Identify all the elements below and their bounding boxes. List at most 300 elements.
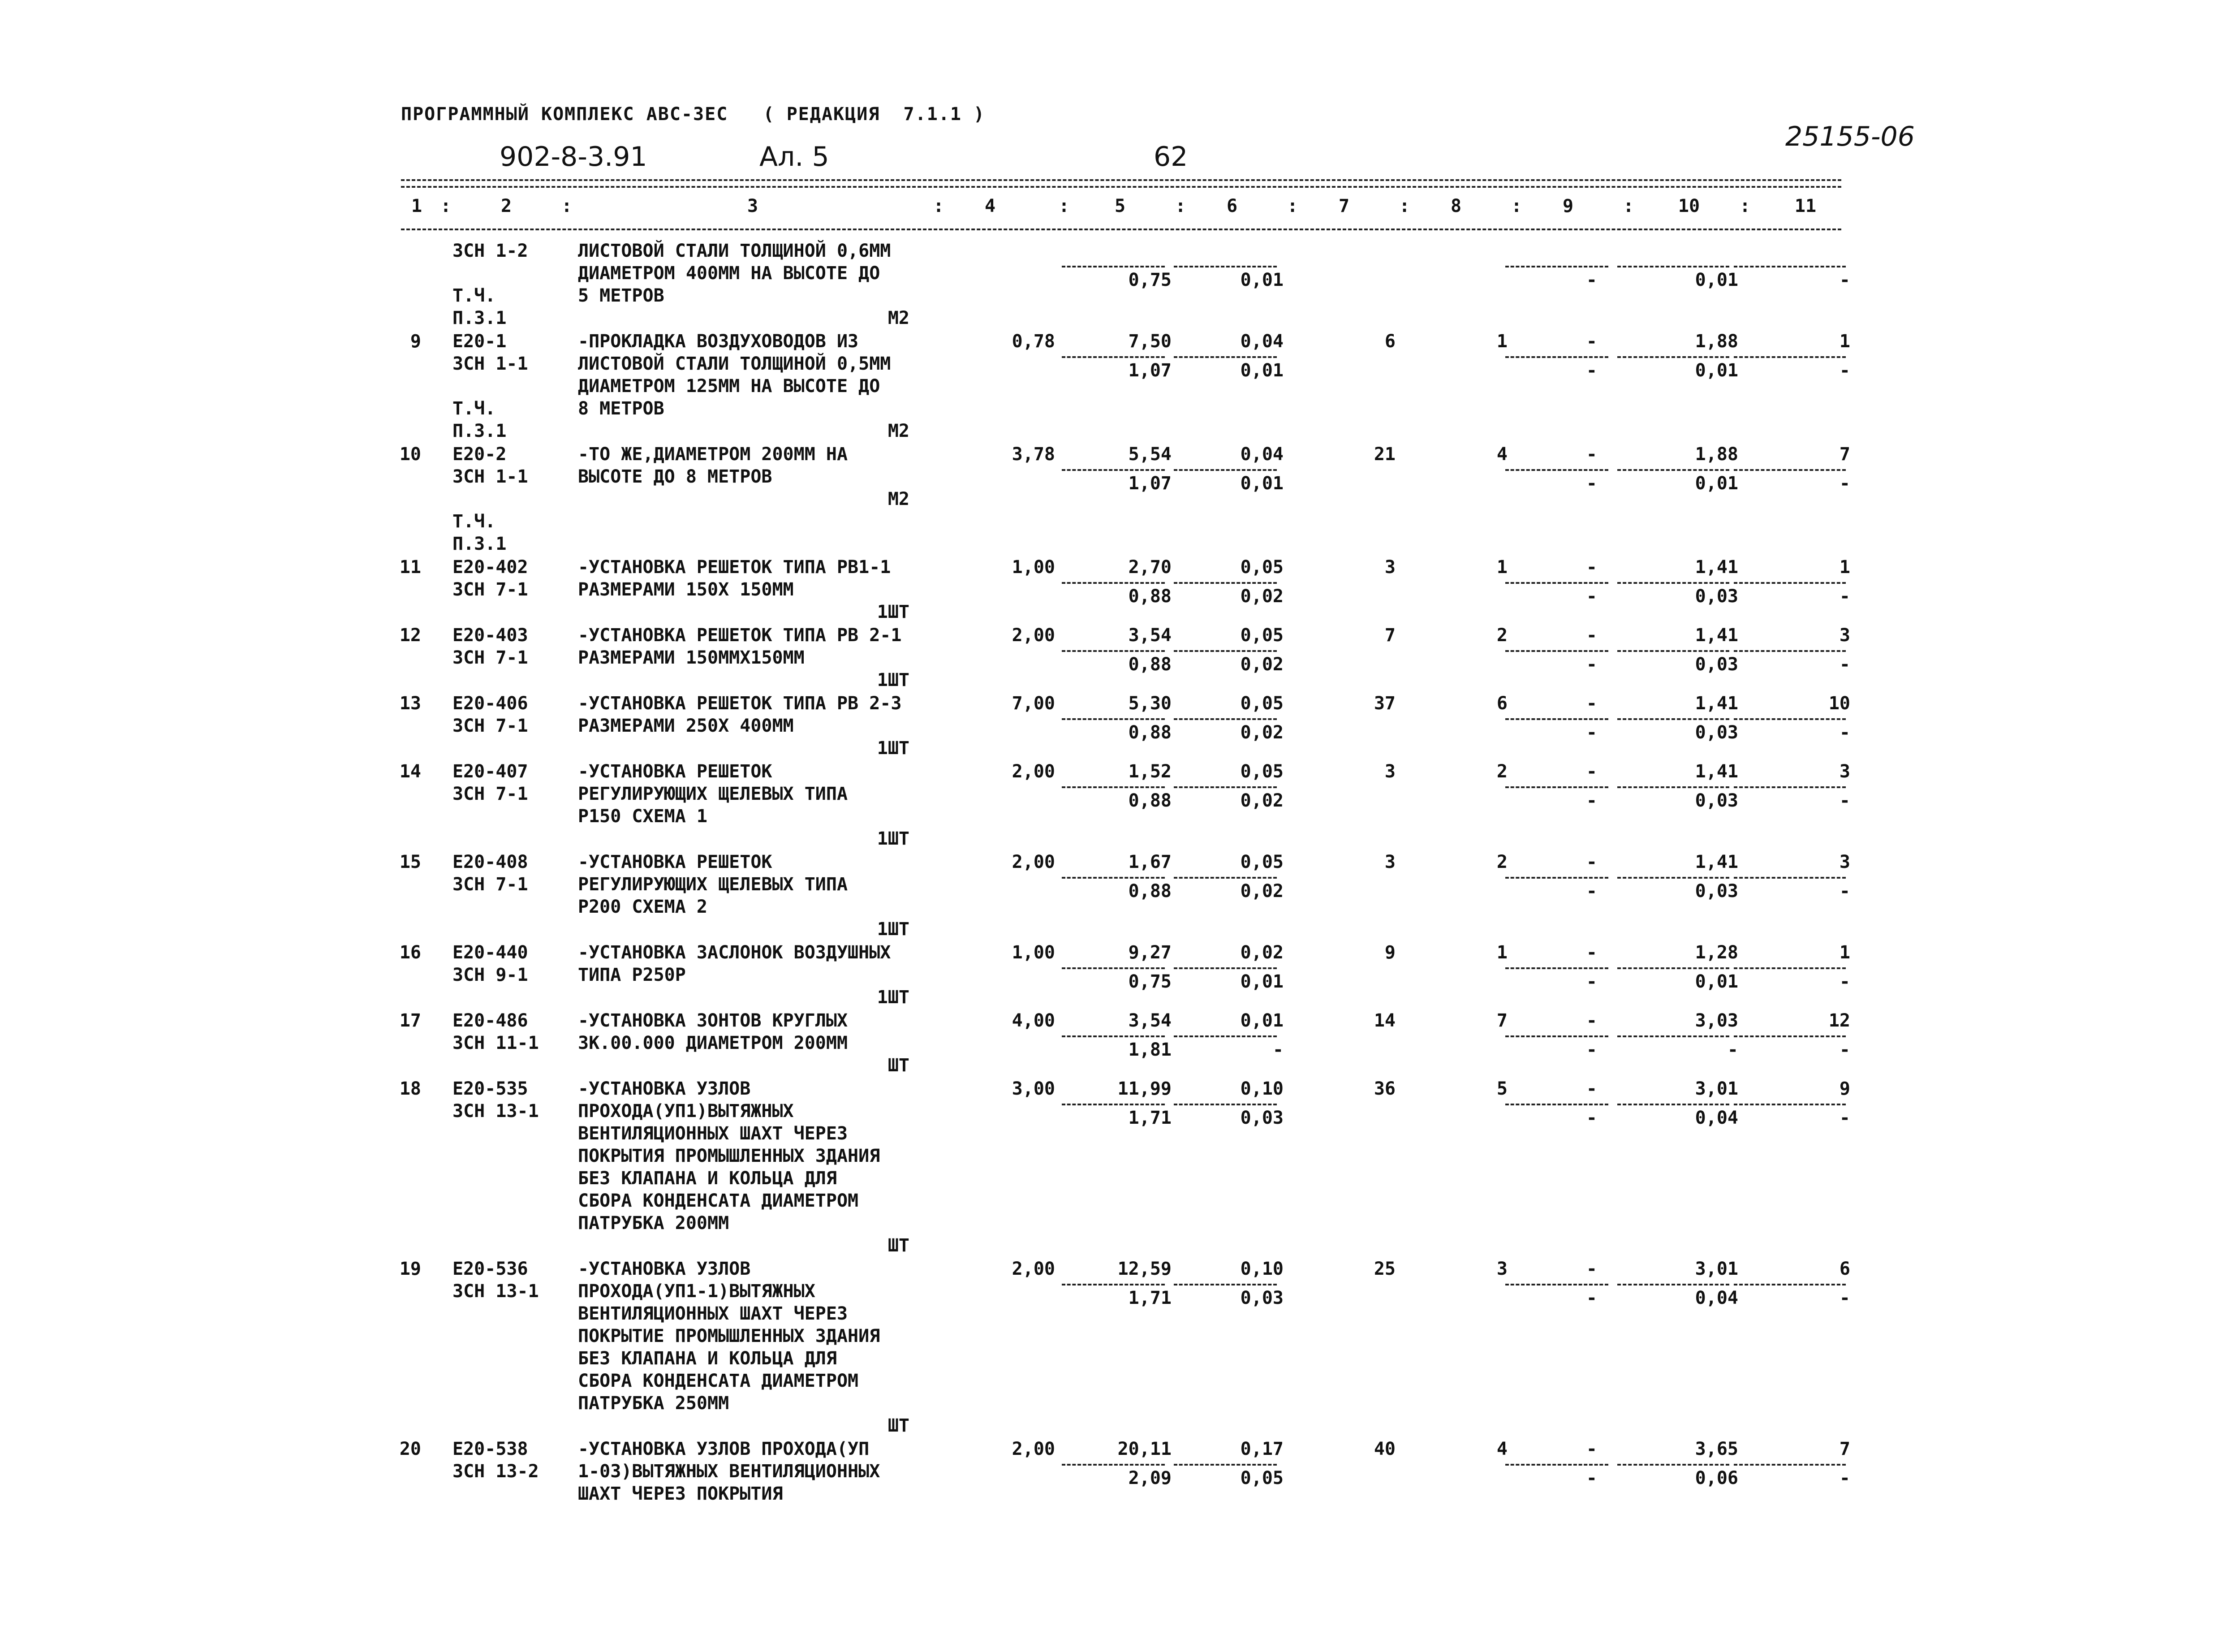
- value-c11: 3: [1839, 761, 1850, 782]
- value-c10-detail: 0,03: [1695, 881, 1738, 901]
- work-description: -УСТАНОВКА УЗЛОВ ПРОХОДА(УП: [578, 1439, 870, 1459]
- value-c6-detail: 0,02: [1240, 790, 1284, 811]
- value-c9-detail: -: [1586, 1108, 1597, 1128]
- page-number: 62: [1154, 141, 1188, 173]
- value-c4: 3,00: [1012, 1078, 1055, 1099]
- value-separator: [1505, 582, 1608, 584]
- value-c6-detail: 0,03: [1240, 1288, 1284, 1308]
- value-c9: -: [1586, 444, 1597, 465]
- work-description: ПАТРУБКА 250ММ: [578, 1393, 729, 1414]
- value-separator: [1174, 786, 1277, 788]
- value-c11: 3: [1839, 625, 1850, 646]
- value-c6: 0,04: [1240, 331, 1284, 352]
- value-separator: [1174, 266, 1277, 267]
- value-separator: [1505, 1035, 1608, 1037]
- value-c9: -: [1586, 1439, 1597, 1459]
- work-description: ЛИСТОВОЙ СТАЛИ ТОЛЩИНОЙ 0,6ММ: [578, 241, 891, 261]
- value-c6-detail: -: [1272, 1040, 1284, 1060]
- row-number: 12: [399, 625, 421, 646]
- value-c11: 1: [1839, 557, 1850, 578]
- value-c11-detail: -: [1839, 654, 1850, 675]
- value-c10: 1,28: [1695, 942, 1738, 963]
- value-c6: 0,10: [1240, 1078, 1284, 1099]
- value-c9-detail: -: [1586, 586, 1597, 607]
- work-description: ПАТРУБКА 200ММ: [578, 1213, 729, 1234]
- value-c10: 1,41: [1695, 693, 1738, 714]
- work-description: РЕГУЛИРУЮЩИХ ЩЕЛЕВЫХ ТИПА: [578, 784, 848, 804]
- value-c6-detail: 0,02: [1240, 654, 1284, 675]
- row-number: 13: [399, 693, 421, 714]
- value-separator: [1174, 1284, 1277, 1285]
- value-separator: [1617, 877, 1729, 879]
- column-header-1: 1: [411, 196, 422, 216]
- document-code: 902-8-3.91: [500, 141, 647, 173]
- work-description: -УСТАНОВКА РЕШЕТОК ТИПА РВ 2-1: [578, 625, 902, 646]
- value-c6-detail: 0,01: [1240, 473, 1284, 494]
- value-c9-detail: -: [1586, 360, 1597, 381]
- value-separator: [1505, 967, 1608, 969]
- value-c6-detail: 0,02: [1240, 881, 1284, 901]
- value-separator: [1734, 877, 1846, 879]
- work-description: ЗК.00.000 ДИАМЕТРОМ 200ММ: [578, 1033, 848, 1053]
- unit-of-measure: М2: [887, 489, 909, 509]
- value-c11-detail: -: [1839, 473, 1850, 494]
- value-separator: [1617, 1104, 1729, 1105]
- value-separator: [1174, 877, 1277, 879]
- value-c11-detail: -: [1839, 1040, 1850, 1060]
- value-separator: [1174, 650, 1277, 652]
- value-separator: [1505, 650, 1608, 652]
- column-header-8: 8: [1450, 196, 1462, 216]
- value-c5: 7,50: [1128, 331, 1172, 352]
- work-description: -ПРОКЛАДКА ВОЗДУХОВОДОВ ИЗ: [578, 331, 859, 352]
- value-separator: [1617, 469, 1729, 471]
- value-c5-detail: 1,71: [1128, 1288, 1172, 1308]
- value-c11: 7: [1839, 1439, 1850, 1459]
- value-separator: [1617, 1284, 1729, 1285]
- column-header-3: 3: [747, 196, 758, 216]
- work-description: ТИПА Р250Р: [578, 965, 686, 985]
- norm-code: 3СН 7-1: [452, 874, 528, 895]
- unit-of-measure: ШТ: [887, 1235, 909, 1256]
- value-c6-detail: 0,03: [1240, 1108, 1284, 1128]
- value-c4: 2,00: [1012, 1259, 1055, 1279]
- column-separator: :: [561, 196, 573, 216]
- value-c11: 9: [1839, 1078, 1850, 1099]
- unit-of-measure: ШТ: [887, 1415, 909, 1436]
- value-c9: -: [1586, 942, 1597, 963]
- column-separator: :: [1058, 196, 1070, 216]
- norm-code: Е20-408: [452, 852, 528, 872]
- column-header-6: 6: [1226, 196, 1238, 216]
- column-separator: :: [1175, 196, 1186, 216]
- value-c9-detail: -: [1586, 1288, 1597, 1308]
- value-c10-detail: -: [1727, 1040, 1738, 1060]
- value-c4: 1,00: [1012, 942, 1055, 963]
- value-c10: 1,41: [1695, 557, 1738, 578]
- value-c9-detail: -: [1586, 654, 1597, 675]
- value-c6-detail: 0,05: [1240, 1468, 1284, 1488]
- value-c10: 1,41: [1695, 761, 1738, 782]
- value-c4: 3,78: [1012, 444, 1055, 465]
- value-c11-detail: -: [1839, 1288, 1850, 1308]
- value-c11-detail: -: [1839, 586, 1850, 607]
- value-separator: [1062, 1464, 1165, 1466]
- norm-code: Е20-440: [452, 942, 528, 963]
- value-c8: 6: [1496, 693, 1508, 714]
- value-c11: 1: [1839, 331, 1850, 352]
- value-c11: 6: [1839, 1259, 1850, 1279]
- value-c11: 1: [1839, 942, 1850, 963]
- work-description: -УСТАНОВКА ЗАСЛОНОК ВОЗДУШНЫХ: [578, 942, 891, 963]
- unit-of-measure: 1ШТ: [877, 828, 909, 849]
- value-c8: 1: [1496, 557, 1508, 578]
- value-c4: 2,00: [1012, 852, 1055, 872]
- value-separator: [1734, 266, 1846, 267]
- value-separator: [1734, 1035, 1846, 1037]
- value-c11-detail: -: [1839, 270, 1850, 290]
- value-c5-detail: 1,07: [1128, 473, 1172, 494]
- value-c5: 3,54: [1128, 625, 1172, 646]
- value-c10: 3,65: [1695, 1439, 1738, 1459]
- work-description: ПОКРЫТИЯ ПРОМЫШЛЕННЫХ ЗДАНИЯ: [578, 1146, 880, 1166]
- value-c8: 4: [1496, 1439, 1508, 1459]
- value-c4: 0,78: [1012, 331, 1055, 352]
- value-c5-detail: 0,88: [1128, 790, 1172, 811]
- header-rule-mid: [401, 186, 1841, 188]
- row-number: 18: [399, 1078, 421, 1099]
- column-header-4: 4: [984, 196, 996, 216]
- column-header-9: 9: [1562, 196, 1574, 216]
- column-separator: :: [1739, 196, 1751, 216]
- column-header-5: 5: [1114, 196, 1126, 216]
- value-c10: 1,88: [1695, 444, 1738, 465]
- value-c8: 7: [1496, 1010, 1508, 1031]
- value-c10-detail: 0,06: [1695, 1468, 1738, 1488]
- value-c6-detail: 0,01: [1240, 270, 1284, 290]
- unit-of-measure: 1ШТ: [877, 919, 909, 940]
- row-number: 11: [399, 557, 421, 578]
- value-separator: [1174, 1104, 1277, 1105]
- norm-code: 3СН 1-2: [452, 241, 528, 261]
- value-c7: 9: [1384, 942, 1396, 963]
- work-description: -УСТАНОВКА УЗЛОВ: [578, 1078, 751, 1099]
- value-separator: [1734, 1104, 1846, 1105]
- value-c4: 2,00: [1012, 625, 1055, 646]
- value-c5-detail: 0,88: [1128, 654, 1172, 675]
- value-c6: 0,05: [1240, 557, 1284, 578]
- work-description: ПРОХОДА(УП1)ВЫТЯЖНЫХ: [578, 1101, 794, 1121]
- value-c9: -: [1586, 1078, 1597, 1099]
- value-separator: [1734, 786, 1846, 788]
- value-c5: 1,52: [1128, 761, 1172, 782]
- program-header: ПРОГРАММНЫЙ КОМПЛЕКС АВС-3ЕС ( РЕДАКЦИЯ 7.1.1 ): [401, 104, 986, 125]
- value-c5: 1,67: [1128, 852, 1172, 872]
- value-separator: [1174, 718, 1277, 720]
- value-c5: 2,70: [1128, 557, 1172, 578]
- norm-code: Т.Ч.: [452, 511, 496, 532]
- row-number: 16: [399, 942, 421, 963]
- value-separator: [1734, 1464, 1846, 1466]
- work-description: РЕГУЛИРУЮЩИХ ЩЕЛЕВЫХ ТИПА: [578, 874, 848, 895]
- header-rule-bottom: [401, 229, 1841, 230]
- row-number: 9: [410, 331, 421, 352]
- work-description: -УСТАНОВКА РЕШЕТОК: [578, 852, 772, 872]
- value-c6-detail: 0,01: [1240, 360, 1284, 381]
- value-c10-detail: 0,01: [1695, 270, 1738, 290]
- value-c5: 9,27: [1128, 942, 1172, 963]
- work-description: -ТО ЖЕ,ДИАМЕТРОМ 200ММ НА: [578, 444, 848, 465]
- work-description: БЕЗ КЛАПАНА И КОЛЬЦА ДЛЯ: [578, 1168, 837, 1189]
- norm-code: Е20-536: [452, 1259, 528, 1279]
- value-c10-detail: 0,03: [1695, 654, 1738, 675]
- value-separator: [1734, 356, 1846, 358]
- value-separator: [1617, 582, 1729, 584]
- value-separator: [1505, 1284, 1608, 1285]
- value-c6-detail: 0,02: [1240, 586, 1284, 607]
- norm-code: Т.Ч.: [452, 285, 496, 306]
- norm-code: 3СН 11-1: [452, 1033, 539, 1053]
- value-c10-detail: 0,03: [1695, 722, 1738, 743]
- value-c10-detail: 0,03: [1695, 790, 1738, 811]
- work-description: ЛИСТОВОЙ СТАЛИ ТОЛЩИНОЙ 0,5ММ: [578, 354, 891, 374]
- value-c10-detail: 0,01: [1695, 360, 1738, 381]
- row-number: 20: [399, 1439, 421, 1459]
- value-c10-detail: 0,03: [1695, 586, 1738, 607]
- unit-of-measure: М2: [887, 421, 909, 441]
- unit-of-measure: ШТ: [887, 1055, 909, 1076]
- value-separator: [1734, 469, 1846, 471]
- norm-code: Е20-402: [452, 557, 528, 578]
- value-c6: 0,05: [1240, 625, 1284, 646]
- norm-code: Е20-406: [452, 693, 528, 714]
- value-c8: 2: [1496, 625, 1508, 646]
- value-c11-detail: -: [1839, 971, 1850, 992]
- unit-of-measure: 1ШТ: [877, 987, 909, 1008]
- value-c7: 7: [1384, 625, 1396, 646]
- header-rule-top: [401, 179, 1841, 181]
- value-c11-detail: -: [1839, 722, 1850, 743]
- value-c9: -: [1586, 1259, 1597, 1279]
- value-c10: 3,01: [1695, 1259, 1738, 1279]
- value-separator: [1734, 582, 1846, 584]
- norm-code: Т.Ч.: [452, 398, 496, 419]
- value-c8: 1: [1496, 942, 1508, 963]
- work-description: -УСТАНОВКА ЗОНТОВ КРУГЛЫХ: [578, 1010, 848, 1031]
- row-number: 10: [399, 444, 421, 465]
- value-c5-detail: 0,88: [1128, 722, 1172, 743]
- norm-code: 3СН 13-1: [452, 1281, 539, 1302]
- work-description: -УСТАНОВКА УЗЛОВ: [578, 1259, 751, 1279]
- column-header-2: 2: [500, 196, 512, 216]
- value-separator: [1617, 356, 1729, 358]
- norm-code: 3СН 7-1: [452, 784, 528, 804]
- value-c6: 0,05: [1240, 852, 1284, 872]
- work-description: РАЗМЕРАМИ 150Х 150ММ: [578, 579, 794, 600]
- norm-code: Е20-1: [452, 331, 507, 352]
- work-description: БЕЗ КЛАПАНА И КОЛЬЦА ДЛЯ: [578, 1348, 837, 1369]
- work-description: -УСТАНОВКА РЕШЕТОК: [578, 761, 772, 782]
- value-c9: -: [1586, 693, 1597, 714]
- row-number: 19: [399, 1259, 421, 1279]
- value-c10: 3,03: [1695, 1010, 1738, 1031]
- work-description: ШАХТ ЧЕРЕЗ ПОКРЫТИЯ: [578, 1484, 783, 1504]
- norm-code: 3СН 7-1: [452, 579, 528, 600]
- value-c9: -: [1586, 761, 1597, 782]
- value-separator: [1062, 786, 1165, 788]
- value-c9-detail: -: [1586, 1040, 1597, 1060]
- value-separator: [1505, 1104, 1608, 1105]
- unit-of-measure: 1ШТ: [877, 670, 909, 690]
- norm-code: Е20-538: [452, 1439, 528, 1459]
- value-c6: 0,05: [1240, 693, 1284, 714]
- work-description: СБОРА КОНДЕНСАТА ДИАМЕТРОМ: [578, 1190, 859, 1211]
- value-c9-detail: -: [1586, 473, 1597, 494]
- unit-of-measure: 1ШТ: [877, 602, 909, 622]
- row-number: 15: [399, 852, 421, 872]
- work-description: РАЗМЕРАМИ 150ММХ150ММ: [578, 647, 805, 668]
- work-description: 5 МЕТРОВ: [578, 285, 664, 306]
- value-separator: [1505, 469, 1608, 471]
- value-c6: 0,17: [1240, 1439, 1284, 1459]
- work-description: ВЕНТИЛЯЦИОННЫХ ШАХТ ЧЕРЕЗ: [578, 1123, 848, 1144]
- column-separator: :: [1287, 196, 1298, 216]
- value-separator: [1174, 582, 1277, 584]
- value-c5: 12,59: [1117, 1259, 1172, 1279]
- work-description: ПОКРЫТИЕ ПРОМЫШЛЕННЫХ ЗДАНИЯ: [578, 1326, 880, 1346]
- value-c8: 2: [1496, 761, 1508, 782]
- value-separator: [1062, 650, 1165, 652]
- value-c10-detail: 0,04: [1695, 1108, 1738, 1128]
- norm-code: 3СН 7-1: [452, 647, 528, 668]
- value-c5-detail: 1,71: [1128, 1108, 1172, 1128]
- value-c7: 25: [1374, 1259, 1396, 1279]
- unit-of-measure: М2: [887, 308, 909, 328]
- norm-code: П.3.1: [452, 534, 507, 554]
- norm-code: Е20-2: [452, 444, 507, 465]
- value-separator: [1174, 356, 1277, 358]
- value-separator: [1617, 650, 1729, 652]
- norm-code: 3СН 1-1: [452, 354, 528, 374]
- value-c6: 0,04: [1240, 444, 1284, 465]
- value-separator: [1062, 1284, 1165, 1285]
- value-c7: 6: [1384, 331, 1396, 352]
- value-c6: 0,10: [1240, 1259, 1284, 1279]
- value-c5: 3,54: [1128, 1010, 1172, 1031]
- value-c9-detail: -: [1586, 270, 1597, 290]
- value-c9-detail: -: [1586, 1468, 1597, 1488]
- column-header-11: 11: [1794, 196, 1817, 216]
- value-c11: 12: [1828, 1010, 1850, 1031]
- value-c5: 5,30: [1128, 693, 1172, 714]
- value-c4: 2,00: [1012, 1439, 1055, 1459]
- norm-code: 3СН 1-1: [452, 466, 528, 487]
- value-c11-detail: -: [1839, 881, 1850, 901]
- album-label: Ал. 5: [759, 141, 829, 173]
- value-c9-detail: -: [1586, 722, 1597, 743]
- value-c5-detail: 0,75: [1128, 270, 1172, 290]
- norm-code: 3СН 9-1: [452, 965, 528, 985]
- value-c8: 3: [1496, 1259, 1508, 1279]
- value-c10: 3,01: [1695, 1078, 1738, 1099]
- value-c11: 3: [1839, 852, 1850, 872]
- work-description: ДИАМЕТРОМ 125ММ НА ВЫСОТЕ ДО: [578, 376, 880, 397]
- column-separator: :: [1511, 196, 1522, 216]
- value-c4: 4,00: [1012, 1010, 1055, 1031]
- value-c11-detail: -: [1839, 790, 1850, 811]
- value-separator: [1617, 1464, 1729, 1466]
- value-separator: [1062, 718, 1165, 720]
- archive-stamp: 25155-06: [1785, 121, 1915, 152]
- work-description: Р150 СХЕМА 1: [578, 806, 707, 827]
- work-description: -УСТАНОВКА РЕШЕТОК ТИПА РВ 2-3: [578, 693, 902, 714]
- value-separator: [1505, 877, 1608, 879]
- value-separator: [1062, 877, 1165, 879]
- value-separator: [1174, 469, 1277, 471]
- value-c9: -: [1586, 1010, 1597, 1031]
- value-separator: [1617, 967, 1729, 969]
- value-c10-detail: 0,01: [1695, 473, 1738, 494]
- value-c8: 4: [1496, 444, 1508, 465]
- value-separator: [1062, 582, 1165, 584]
- norm-code: П.3.1: [452, 421, 507, 441]
- norm-code: Е20-535: [452, 1078, 528, 1099]
- value-c7: 36: [1374, 1078, 1396, 1099]
- value-separator: [1505, 266, 1608, 267]
- work-description: Р200 СХЕМА 2: [578, 897, 707, 917]
- value-c7: 21: [1374, 444, 1396, 465]
- value-separator: [1174, 967, 1277, 969]
- value-c4: 7,00: [1012, 693, 1055, 714]
- column-separator: :: [933, 196, 944, 216]
- value-separator: [1617, 786, 1729, 788]
- row-number: 14: [399, 761, 421, 782]
- value-separator: [1617, 1035, 1729, 1037]
- norm-code: 3СН 13-2: [452, 1461, 539, 1482]
- value-c9-detail: -: [1586, 790, 1597, 811]
- column-separator: :: [1399, 196, 1410, 216]
- work-description: ПРОХОДА(УП1-1)ВЫТЯЖНЫХ: [578, 1281, 815, 1302]
- value-c4: 1,00: [1012, 557, 1055, 578]
- value-c10: 1,41: [1695, 625, 1738, 646]
- value-separator: [1062, 356, 1165, 358]
- value-c9-detail: -: [1586, 971, 1597, 992]
- work-description: ДИАМЕТРОМ 400ММ НА ВЫСОТЕ ДО: [578, 263, 880, 284]
- value-c5-detail: 0,75: [1128, 971, 1172, 992]
- norm-code: Е20-407: [452, 761, 528, 782]
- work-description: РАЗМЕРАМИ 250Х 400ММ: [578, 716, 794, 736]
- value-c7: 40: [1374, 1439, 1396, 1459]
- value-c5: 5,54: [1128, 444, 1172, 465]
- value-c9-detail: -: [1586, 881, 1597, 901]
- value-c4: 2,00: [1012, 761, 1055, 782]
- column-header-10: 10: [1678, 196, 1700, 216]
- value-c10-detail: 0,04: [1695, 1288, 1738, 1308]
- value-c7: 14: [1374, 1010, 1396, 1031]
- norm-code: 3СН 13-1: [452, 1101, 539, 1121]
- norm-code: 3СН 7-1: [452, 716, 528, 736]
- value-c7: 3: [1384, 557, 1396, 578]
- unit-of-measure: 1ШТ: [877, 738, 909, 759]
- row-number: 17: [399, 1010, 421, 1031]
- norm-code: Е20-403: [452, 625, 528, 646]
- value-c10: 1,41: [1695, 852, 1738, 872]
- value-c9: -: [1586, 852, 1597, 872]
- value-separator: [1174, 1464, 1277, 1466]
- value-c7: 3: [1384, 761, 1396, 782]
- value-separator: [1062, 266, 1165, 267]
- norm-code: Е20-486: [452, 1010, 528, 1031]
